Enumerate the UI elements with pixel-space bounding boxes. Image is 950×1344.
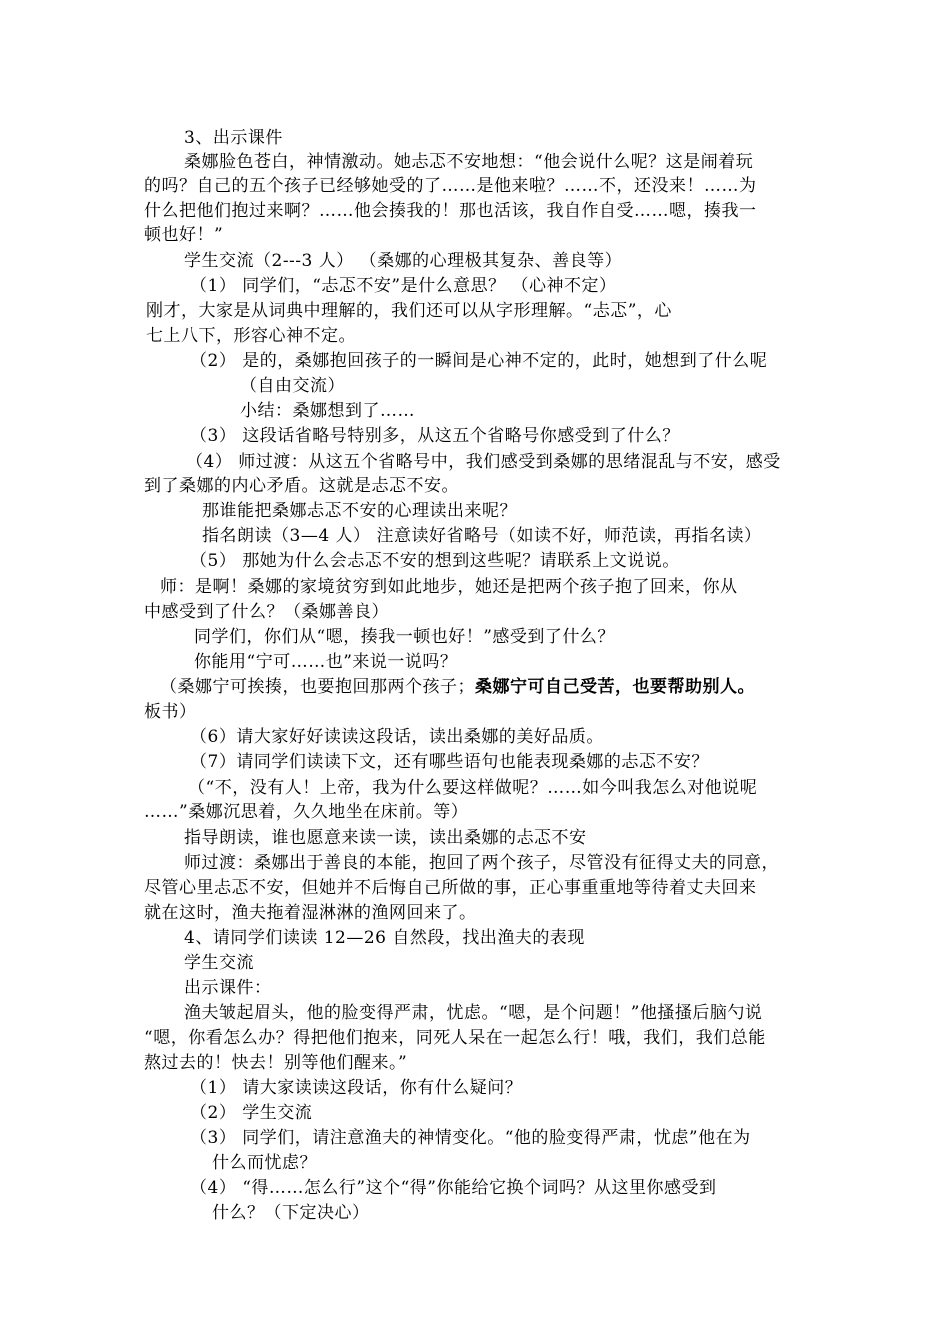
paragraph-line: 学生交流 — [184, 953, 254, 973]
blackboard-emphasis: 桑娜宁可自己受苦，也要帮助别人。 — [475, 677, 755, 697]
question-item: （4） “得……怎么行”这个“得”你能给它换个词吗？从这里你感受到 — [190, 1178, 717, 1198]
paragraph-line: 那谁能把桑娜忐忑不安的心理读出来呢？ — [202, 501, 517, 521]
paragraph-line: 什么？（下定决心） — [212, 1203, 370, 1223]
question-item: （6）请大家好好读读这段话，读出桑娜的美好品质。 — [190, 727, 604, 747]
courseware-text: “嗯，你看怎么办？得把他们抱来，同死人呆在一起怎么行！哦，我们，我们总能 — [144, 1028, 766, 1048]
question-item: （3） 这段话省略号特别多，从这五个省略号你感受到了什么？ — [190, 426, 680, 446]
paragraph-line: （“不，没有人！上帝，我为什么要这样做呢？……如今叫我怎么对他说呢 — [188, 778, 758, 798]
question-item: （2） 学生交流 — [190, 1103, 313, 1123]
question-item: （7）请同学们读读下文，还有哪些语句也能表现桑娜的忐忑不安？ — [190, 752, 709, 772]
courseware-text: 渔夫皱起眉头，他的脸变得严肃，忧虑。“嗯，是个问题！”他搔搔后脑勺说 — [184, 1003, 763, 1023]
paragraph-line: 板书） — [144, 702, 197, 722]
paragraph-line: 到了桑娜的内心矛盾。这就是忐忑不安。 — [144, 476, 459, 496]
courseware-text: 桑娜脸色苍白，神情激动。她忐忑不安地想：“他会说什么呢？这是闹着玩 — [184, 152, 754, 172]
section-heading: 3、出示课件 — [184, 128, 283, 148]
question-item: （4） 师过渡：从这五个省略号中，我们感受到桑娜的思绪混乱与不安，感受 — [186, 452, 781, 472]
section-heading: 4、请同学们读读 12—26 自然段，找出渔夫的表现 — [184, 928, 585, 948]
paragraph-line: 同学们，你们从“嗯，揍我一顿也好！”感受到了什么？ — [194, 627, 615, 647]
paragraph-line: 刚才，大家是从词典中理解的，我们还可以从字形理解。“忐忑”，心 — [146, 301, 672, 321]
question-item: （3） 同学们，请注意渔夫的神情变化。“他的脸变得严肃，忧虑”他在为 — [190, 1128, 751, 1148]
paragraph-line: 指名朗读（3—4 人） 注意读好省略号（如读不好，师范读，再指名读） — [202, 526, 762, 546]
paragraph-line: 学生交流（2---3 人） （桑娜的心理极其复杂、善良等） — [184, 251, 623, 271]
paragraph-line: 你能用“宁可……也”来说一说吗？ — [194, 652, 458, 672]
courseware-text: 熬过去的！快去！别等他们醒来。” — [144, 1053, 408, 1073]
courseware-text: 的吗？自己的五个孩子已经够她受的了……是他来啦？……不，还没来！……为 — [144, 176, 757, 196]
question-item: （5） 那她为什么会忐忑不安的想到这些呢？请联系上文说说。 — [190, 551, 680, 571]
courseware-text: 顿也好！” — [144, 225, 224, 245]
courseware-text: 什么把他们抱过来啊？……他会揍我的！那也活该，我自作自受……嗯，揍我一 — [144, 201, 757, 221]
paragraph-line: 尽管心里忐忑不安，但她并不后悔自己所做的事，正心事重重地等待着丈夫回来 — [144, 878, 757, 898]
question-item: （1） 请大家读读这段话，你有什么疑问？ — [190, 1078, 523, 1098]
paragraph-line: ……”桑娜沉思着，久久地坐在床前。等） — [144, 802, 469, 822]
paragraph-line: 指导朗读，谁也愿意来读一读，读出桑娜的忐忑不安 — [184, 828, 587, 848]
paragraph-line: 七上八下，形容心神不定。 — [146, 326, 356, 346]
summary-line: 小结：桑娜想到了…… — [240, 401, 415, 421]
paragraph-text: （桑娜宁可挨揍，也要抱回那两个孩子； — [160, 677, 475, 697]
paragraph-line: 中感受到了什么？（桑娜善良） — [144, 602, 389, 622]
question-item: （1） 同学们，“忐忑不安”是什么意思？ （心神不定） — [190, 276, 617, 296]
paragraph-line: 什么而忧虑？ — [212, 1153, 317, 1173]
paragraph-line: 师过渡：桑娜出于善良的本能，抱回了两个孩子，尽管没有征得丈夫的同意， — [184, 853, 779, 873]
question-item: （2） 是的，桑娜抱回孩子的一瞬间是心神不定的，此时，她想到了什么呢 — [190, 351, 768, 371]
paragraph-line — [160, 675, 755, 699]
paragraph-line: 师：是啊！桑娜的家境贫穷到如此地步，她还是把两个孩子抱了回来，你从 — [160, 577, 738, 597]
paragraph-line: （自由交流） — [240, 376, 345, 396]
paragraph-line: 出示课件： — [184, 978, 272, 998]
paragraph-line: 就在这时，渔夫拖着湿淋淋的渔网回来了。 — [144, 903, 477, 923]
